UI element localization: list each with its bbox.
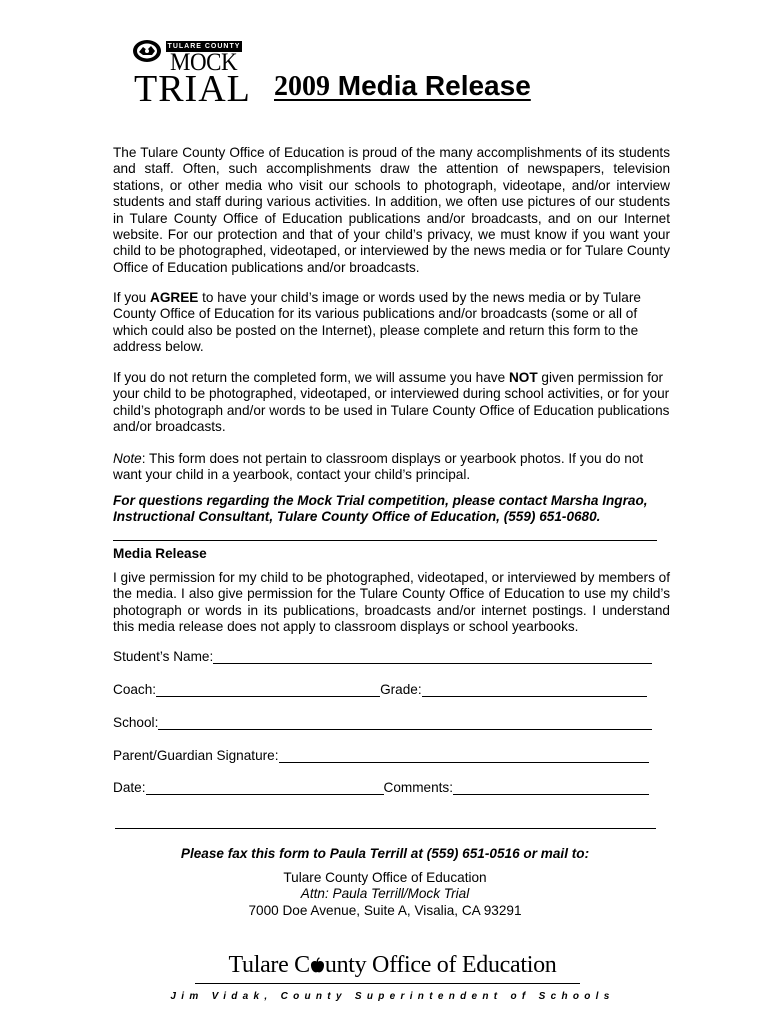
date-line[interactable] xyxy=(146,780,384,795)
student-name-label: Student’s Name: xyxy=(113,649,214,664)
title-year: 2009 xyxy=(274,71,330,102)
student-name-row xyxy=(113,649,652,664)
county-seal-icon xyxy=(132,38,166,64)
not-emphasis: NOT xyxy=(508,370,538,385)
footer-org-part1: Tulare C xyxy=(228,952,310,978)
address-line-3: 7000 Doe Avenue, Suite A, Visalia, CA 93291 xyxy=(248,903,522,918)
school-line[interactable] xyxy=(158,715,652,730)
not-returned-text-end: given permission for your child to be photographed, videotaped, or interviewed during school activities, or for your child’s photograph and/or words to be used in Tulare County Office of Education publications and/or broadcasts. xyxy=(113,370,670,435)
note-text: : This form does not pertain to classroom displays or yearbook photos. If you do not want your child in a yearbook, contact your child’s principal. xyxy=(113,451,644,483)
school-row xyxy=(113,715,652,730)
grade-label: Grade: xyxy=(380,682,422,697)
agree-text-start: If you xyxy=(113,290,151,305)
signature-label: Parent/Guardian Signature: xyxy=(113,748,279,763)
logo-trial-text: TRIAL xyxy=(134,68,251,110)
agree-text-end: to have your child’s image or words used by the news media or by Tulare County Office of Education for its various publications and/or broadcasts (some or all of which could also be posted on the Internet), please complete and return this form to the address below. xyxy=(113,290,641,355)
logo-mock-text: MOCK xyxy=(170,49,238,76)
coach-grade-row xyxy=(113,682,647,697)
footer-divider xyxy=(195,983,580,984)
comments-label: Comments: xyxy=(383,780,453,795)
date-label: Date: xyxy=(113,780,146,795)
comments-line[interactable] xyxy=(453,780,649,795)
signature-row xyxy=(113,748,649,763)
media-release-heading: Media Release xyxy=(113,546,207,561)
questions-paragraph: For questions regarding the Mock Trial competition, please contact Marsha Ingrao, Instructional Consultant, Tulare County Office of Education, (559) 651-0680. xyxy=(113,493,648,525)
coach-line[interactable] xyxy=(156,682,380,697)
footer-superintendent: Jim Vidak, County Superintendent of Schools xyxy=(170,991,615,1002)
apple-icon xyxy=(310,957,325,974)
mock-trial-logo xyxy=(132,36,251,110)
student-name-line[interactable] xyxy=(213,649,652,664)
footer-org-part2: unty Office of Education xyxy=(324,952,557,978)
footer-org-logo xyxy=(0,952,770,979)
not-returned-text-start: If you do not return the completed form, we will assume you have xyxy=(113,370,509,385)
agree-paragraph xyxy=(113,290,670,356)
address-line-2: Attn: Paula Terrill/Mock Trial xyxy=(300,886,470,901)
date-comments-row xyxy=(113,780,649,795)
fax-instructions: Please fax this form to Paula Terrill at (559) 651-0516 or mail to: xyxy=(180,846,590,861)
signature-line[interactable] xyxy=(279,748,649,763)
note-label: Note xyxy=(113,451,142,466)
section-divider xyxy=(113,540,657,541)
address-line-1: Tulare County Office of Education xyxy=(283,870,487,885)
coach-label: Coach: xyxy=(113,682,157,697)
school-label: School: xyxy=(113,715,159,730)
grade-line[interactable] xyxy=(422,682,647,697)
agree-emphasis: AGREE xyxy=(150,290,199,305)
logo-county-bar: TULARE COUNTY xyxy=(167,43,241,50)
note-paragraph xyxy=(113,451,670,484)
media-release-paragraph: I give permission for my child to be photographed, videotaped, or interviewed by members of the media. I also give permission for the Tulare County Office of Education to use my child’s photograph or words in its publications, broadcasts and/or internet postings. I understand this media release does not apply to classroom displays or school yearbooks. xyxy=(113,570,670,635)
comments-extra-line[interactable] xyxy=(115,828,656,829)
title-text: Media Release xyxy=(330,70,531,101)
page-title xyxy=(274,70,531,103)
not-returned-paragraph xyxy=(113,370,670,436)
intro-paragraph: The Tulare County Office of Education is proud of the many accomplishments of its students and staff. Often, such accomplishments draw the attention of newspapers, television stations, or other media who visit our schools to photograph, videotape, and/or interview students and staff during various activities. In addition, we often use pictures of our students in Tulare County Office of Education publications and/or broadcasts, and on our Internet website. For our protection and that of your child’s privacy, we must know if you want your child to be photographed, videotaped, or interviewed by the news media or for Tulare County Office of Education publications and/or broadcasts. xyxy=(113,145,670,275)
